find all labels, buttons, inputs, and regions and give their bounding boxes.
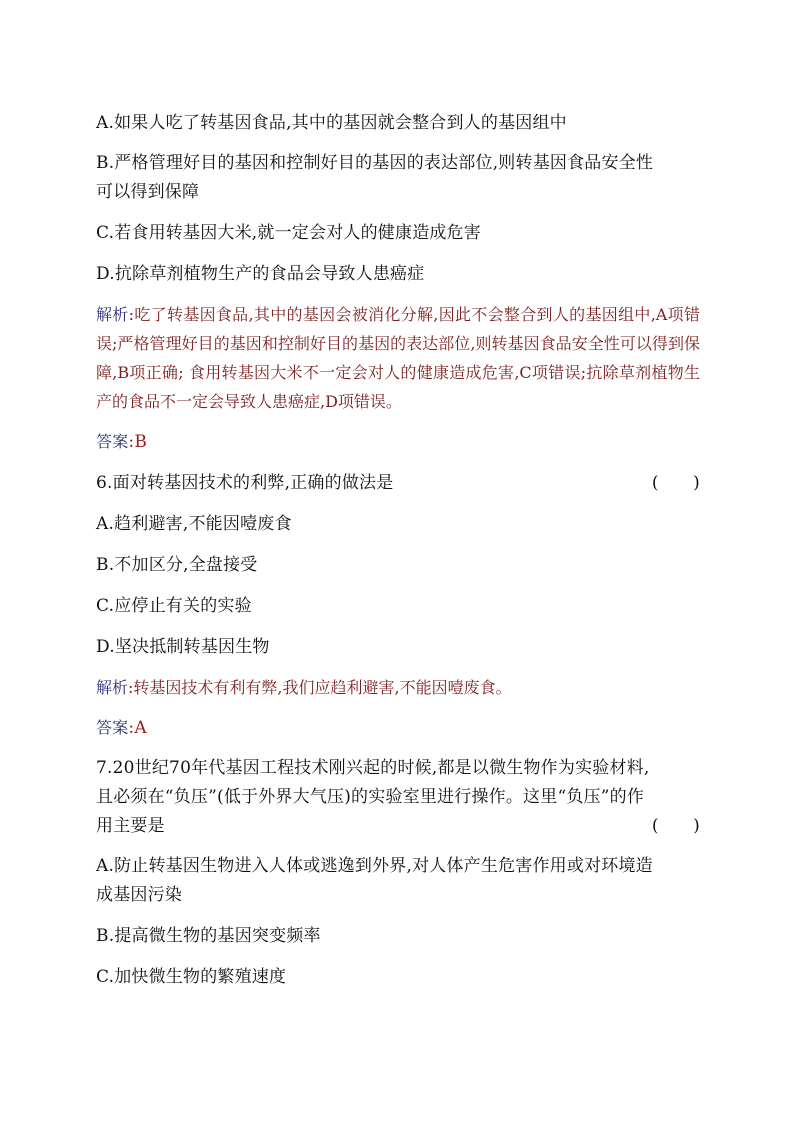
q5-option-b-line2: 可以得到保障	[96, 182, 200, 202]
q6-option-c: C.应停止有关的实验	[96, 596, 252, 616]
q5-answer	[96, 427, 700, 457]
q7-answer-bracket: ( )	[651, 816, 700, 836]
q7-option-a-line1: A.防止转基因生物进入人体或逃逸到外界,对人体产生危害作用或对环境造	[96, 856, 653, 876]
q5-answer-value: :B	[128, 432, 148, 452]
q6-answer	[96, 713, 700, 743]
q7-option-b: B.提高微生物的基因突变频率	[96, 926, 321, 946]
q5-option-c: C.若食用转基因大米,就一定会对人的健康造成危害	[96, 223, 482, 243]
q7-stem	[96, 754, 700, 841]
q6-option-b: B.不加区分,全盘接受	[96, 555, 258, 575]
q7-option-c: C.加快微生物的繁殖速度	[96, 967, 287, 987]
q6-option-d: D.坚决抵制转基因生物	[96, 637, 270, 657]
q6-analysis-label: 解析	[96, 678, 129, 697]
q5-option-d: D.抗除草剂植物生产的食品会导致人患癌症	[96, 264, 425, 284]
q7-stem-line1: 7.20世纪70年代基因工程技术刚兴起的时候,都是以微生物作为实验材料,	[96, 758, 650, 778]
q6-analysis-text: :转基因技术有利有弊,我们应趋利避害,不能因噎废食。	[128, 678, 512, 697]
q6-analysis	[96, 673, 700, 702]
q6-answer-bracket: ( )	[651, 473, 700, 493]
q7-stem-line2: 且必须在“负压”(低于外界大气压)的实验室里进行操作。这里“负压”的作	[96, 787, 645, 807]
q5-analysis	[96, 300, 700, 416]
q5-option-a: A.如果人吃了转基因食品,其中的基因就会整合到人的基因组中	[96, 113, 567, 133]
q5-analysis-label: 解析	[96, 305, 129, 324]
q7-option-a	[96, 852, 700, 910]
q5-answer-label: 答案	[96, 432, 129, 451]
q7-option-a-line2: 成基因污染	[96, 885, 182, 905]
q5-option-b	[96, 149, 700, 207]
q5-analysis-text: :吃了转基因食品,其中的基因会被消化分解,因此不会整合到人的基因组中,A项错误;严格管理好目的基因和控制好目的基因的表达部位,则转基因食品安全性可以得到保障,B项正确; 食用转基因大米不一定会对人的健康造成危害,C项错误;抗除草剂植物生产的食品不一定会导致人患癌症,D项错误。	[96, 305, 700, 411]
q6-stem-text: 6.面对转基因技术的利弊,正确的做法是	[96, 473, 394, 493]
q6-answer-label: 答案	[96, 718, 129, 737]
q6-option-a: A.趋利避害,不能因噎废食	[96, 514, 292, 534]
q6-stem	[96, 468, 700, 498]
document-page	[96, 108, 700, 1003]
q7-stem-line3: 用主要是	[96, 816, 165, 836]
q6-answer-value: :A	[128, 718, 147, 738]
q5-option-b-line1: B.严格管理好目的基因和控制好目的基因的表达部位,则转基因食品安全性	[96, 153, 654, 173]
